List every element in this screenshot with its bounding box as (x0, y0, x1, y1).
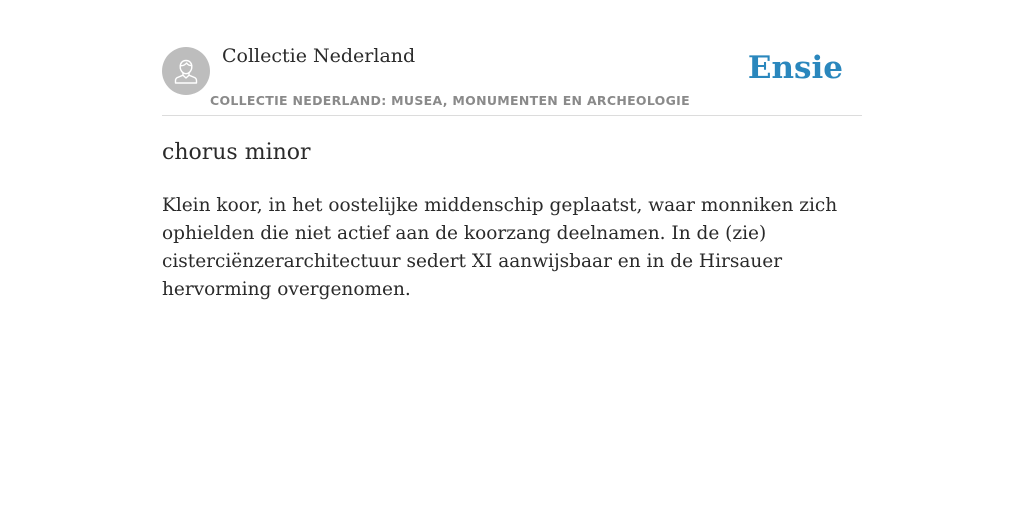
user-icon (171, 56, 201, 86)
entry-header (162, 0, 862, 116)
author-name[interactable]: Collectie Nederland (222, 45, 416, 67)
avatar[interactable] (162, 47, 210, 95)
entry-body: Klein koor, in het oostelijke middenschip geplaatst, waar monniken zich ophielden die niet actief aan de koorzang deelnamen. In de (zie) cisterciënzerarchitectuur sedert XI aanwijsbaar en in de Hirsauer hervorming overgenomen. (162, 195, 838, 300)
source-label[interactable]: COLLECTIE NEDERLAND: MUSEA, MONUMENTEN EN ARCHEOLOGIE (210, 93, 690, 108)
brand-logo[interactable]: Ensie (747, 50, 843, 86)
entry-title: chorus minor (162, 140, 311, 165)
